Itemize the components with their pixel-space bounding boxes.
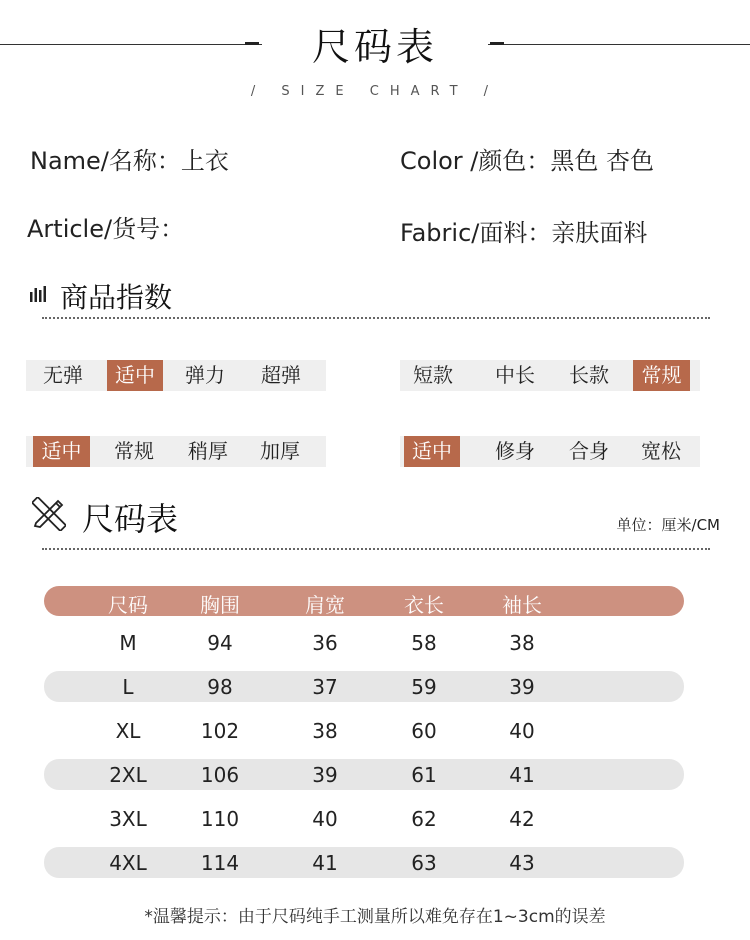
option-shizhong-selected: 适中 xyxy=(107,360,163,391)
cell-shoulder: 41 xyxy=(312,851,338,875)
option-group-fit xyxy=(400,436,700,467)
option-duankuan: 短款 xyxy=(413,363,453,387)
cell-size: L xyxy=(122,675,134,699)
cell-chest: 102 xyxy=(200,719,240,743)
measurement-note: *温馨提示：由于尺码纯手工测量所以难免存在1~3cm的误差 xyxy=(144,907,606,927)
cell-size: M xyxy=(119,631,137,655)
option-xiushen: 修身 xyxy=(495,439,535,463)
cell-shoulder: 36 xyxy=(312,631,338,655)
option-shizhong-selected: 适中 xyxy=(33,436,90,467)
option-changgui-selected: 常规 xyxy=(633,360,690,391)
cell-size: 3XL xyxy=(109,807,147,831)
header-chest: 胸围 xyxy=(200,593,240,617)
cell-chest: 98 xyxy=(207,675,233,699)
option-heshen: 合身 xyxy=(569,439,609,463)
info-article: Article/货号： xyxy=(27,215,185,243)
info-color: Color /颜色：黑色 杏色 xyxy=(400,147,655,175)
info-fabric: Fabric/面料：亲肤面料 xyxy=(400,219,648,247)
cell-sleeve: 42 xyxy=(509,807,535,831)
cell-length: 63 xyxy=(411,851,437,875)
header-length: 衣长 xyxy=(404,593,444,617)
cell-size: 4XL xyxy=(109,851,147,875)
index-title: 商品指数 xyxy=(60,281,173,314)
cell-shoulder: 37 xyxy=(312,675,338,699)
cell-chest: 94 xyxy=(207,631,233,655)
cell-size: 2XL xyxy=(109,763,147,787)
option-changkuan: 长款 xyxy=(569,363,609,387)
cell-length: 62 xyxy=(411,807,437,831)
option-kuansong: 宽松 xyxy=(641,439,681,463)
header-sleeve: 袖长 xyxy=(502,593,542,617)
cell-length: 59 xyxy=(411,675,437,699)
cell-length: 61 xyxy=(411,763,437,787)
cell-sleeve: 38 xyxy=(509,631,535,655)
option-group-elasticity xyxy=(26,360,326,391)
cell-shoulder: 39 xyxy=(312,763,338,787)
bar-chart-icon xyxy=(30,286,48,302)
option-group-thickness xyxy=(26,436,326,467)
option-chaodan: 超弹 xyxy=(261,363,301,387)
cell-chest: 110 xyxy=(200,807,240,831)
page-subtitle: / SIZE CHART / xyxy=(250,84,500,99)
cell-sleeve: 41 xyxy=(509,763,535,787)
ruler-pencil-icon xyxy=(32,497,66,531)
cell-shoulder: 40 xyxy=(312,807,338,831)
cell-size: XL xyxy=(115,719,141,743)
cell-sleeve: 39 xyxy=(509,675,535,699)
option-jiahou: 加厚 xyxy=(260,439,300,463)
option-shizhong-selected: 适中 xyxy=(404,436,460,467)
cell-sleeve: 40 xyxy=(509,719,535,743)
option-wudan: 无弹 xyxy=(43,363,83,387)
cell-chest: 114 xyxy=(200,851,240,875)
cell-sleeve: 43 xyxy=(509,851,535,875)
size-chart-divider xyxy=(42,548,710,550)
option-zhongchang: 中长 xyxy=(495,363,535,387)
page-title: 尺码表 xyxy=(311,25,438,69)
index-divider xyxy=(42,317,710,319)
cell-length: 60 xyxy=(411,719,437,743)
cell-length: 58 xyxy=(411,631,437,655)
size-chart-title: 尺码表 xyxy=(82,500,179,538)
option-shaohou: 稍厚 xyxy=(188,439,228,463)
option-tanli: 弹力 xyxy=(185,363,225,387)
cell-chest: 106 xyxy=(200,763,240,787)
unit-label: 单位：厘米/CM xyxy=(616,516,720,534)
option-changgui: 常规 xyxy=(114,439,154,463)
header-shoulder: 肩宽 xyxy=(305,593,345,617)
option-group-length xyxy=(400,360,700,391)
header-size: 尺码 xyxy=(108,593,148,617)
info-name: Name/名称：上衣 xyxy=(30,147,229,175)
cell-shoulder: 38 xyxy=(312,719,338,743)
